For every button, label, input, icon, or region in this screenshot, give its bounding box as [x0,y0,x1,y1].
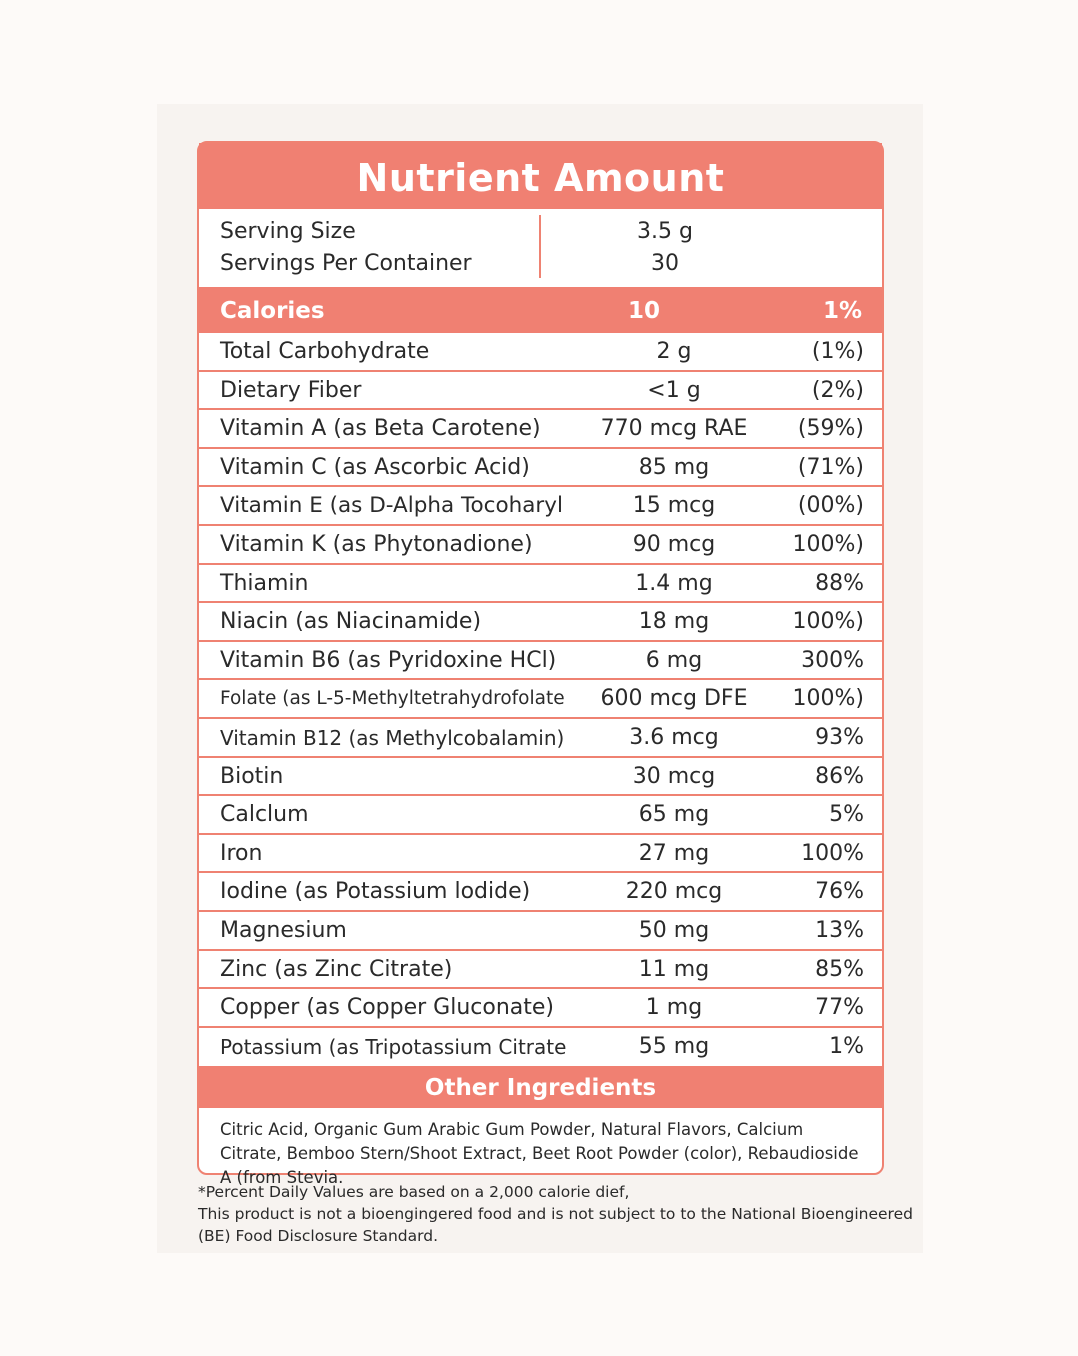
nutrient-amount: 770 mcg RAE [600,416,748,442]
nutrient-row [199,873,882,912]
nutrient-daily-value: 100%) [792,609,864,635]
nutrient-name: Iodine (as Potassium lodide) [220,879,531,905]
nutrient-daily-value: 100% [801,840,864,866]
nutrient-name: Thiamin [220,570,309,596]
nutrient-amount: 600 mcg DFE [600,686,748,712]
nutrient-row [199,565,882,604]
nutrient-amount: 3.6 mcg [629,724,719,750]
footnote-daily-values: *Percent Daily Values are based on a 2,000 calorie dief, [198,1183,630,1201]
other-ingredients-text: Citric Acid, Organic Gum Arabic Gum Powder, Natural Flavors, Calcium Citrate, Bemboo Stern/Shoot Extract, Beet Root Powder (color), Rebaudioside A (from Stevia. [220,1120,859,1188]
nutrient-name: Vitamin B12 (as Methylcobalamin) [220,725,565,750]
calories-row [199,287,882,333]
nutrient-row [199,989,882,1028]
nutrient-name: Zinc (as Zinc Citrate) [220,956,453,982]
calories-amount: 10 [627,298,660,324]
nutrient-name: Vitamin E (as D-Alpha Tocoharyl [220,493,563,519]
nutrient-name: Magnesium [220,917,347,943]
nutrient-amount: 1.4 mg [635,570,713,596]
servings-per-container-value: 30 [651,251,679,276]
nutrient-daily-value: 85% [815,956,864,982]
nutrient-amount: 18 mg [638,609,710,635]
nutrient-table [199,333,882,1066]
nutrient-row [199,835,882,874]
nutrient-amount: 50 mg [638,917,710,943]
nutrient-amount: 15 mcg [632,493,716,519]
serving-size-label: Serving Size [220,219,356,244]
nutrient-daily-value: (2%) [811,377,864,403]
nutrient-name: Iron [220,840,263,866]
nutrient-daily-value: (71%) [797,454,864,480]
nutrient-name: Vitamin C (as Ascorbic Acid) [220,454,530,480]
nutrient-daily-value: 77% [815,995,864,1021]
nutrient-daily-value: (00%) [797,493,864,519]
serving-size-value: 3.5 g [637,219,693,244]
nutrient-row [199,680,882,719]
nutrient-name: Potassium (as Tripotassium Citrate [220,1034,567,1059]
nutrient-row [199,758,882,797]
calories-label: Calories [220,298,325,324]
nutrient-name: Dietary Fiber [220,377,362,403]
nutrition-label [197,141,884,1188]
nutrient-daily-value: 86% [815,763,864,789]
nutrient-row [199,410,882,449]
footnote-bioengineered: This product is not a bioengingered food and is not subject to to the National Bioengineered (BE) Food Disclosure Standard. [198,1205,913,1245]
nutrient-daily-value: 93% [815,724,864,750]
nutrient-amount: 6 mg [645,647,703,673]
serving-info [199,209,882,287]
nutrient-amount: 1 mg [645,995,703,1021]
nutrient-row [199,526,882,565]
nutrient-row [199,951,882,990]
nutrient-name: Vitamin B6 (as Pyridoxine HCl) [220,647,557,673]
nutrient-name: Calclum [220,802,309,828]
nutrient-amount: <1 g [647,377,701,403]
footnote [198,1181,918,1247]
nutrient-row [199,719,882,758]
nutrient-daily-value: 100%) [792,686,864,712]
nutrient-name: Biotin [220,763,284,789]
nutrient-row [199,333,882,372]
nutrient-amount: 55 mg [638,1033,710,1059]
nutrient-row [199,796,882,835]
nutrient-name: Vitamin K (as Phytonadione) [220,531,533,557]
nutrient-amount: 85 mg [638,454,710,480]
nutrient-amount: 27 mg [638,840,710,866]
nutrient-row [199,642,882,681]
nutrient-daily-value: 100%) [792,531,864,557]
nutrient-daily-value: 13% [815,917,864,943]
nutrient-name: Copper (as Copper Gluconate) [220,995,554,1021]
nutrient-row [199,372,882,411]
label-title: Nutrient Amount [199,143,882,209]
nutrient-name: Vitamin A (as Beta Carotene) [220,416,541,442]
nutrient-row [199,603,882,642]
calories-dv: 1% [822,298,862,324]
other-ingredients-title: Other Ingredients [199,1066,882,1108]
nutrient-amount: 2 g [656,339,692,364]
nutrient-amount: 30 mcg [632,763,716,789]
nutrient-row [199,912,882,951]
nutrient-row [199,487,882,526]
nutrient-amount: 220 mcg [625,879,723,905]
servings-per-container-row [220,248,860,280]
nutrient-amount: 90 mcg [632,531,716,557]
nutrient-amount: 11 mg [638,956,710,982]
nutrient-name: Total Carbohydrate [220,339,430,364]
nutrient-daily-value: 88% [815,570,864,596]
nutrient-daily-value: 5% [829,802,864,828]
nutrient-daily-value: 76% [815,879,864,905]
servings-per-container-label: Servings Per Container [220,251,472,276]
serving-size-row [220,216,860,248]
nutrient-row [199,1028,882,1067]
nutrient-row [199,449,882,488]
nutrient-daily-value: 1% [829,1033,864,1059]
nutrient-name: Niacin (as Niacinamide) [220,609,482,635]
nutrient-daily-value: 300% [801,647,864,673]
nutrient-daily-value: (59%) [797,416,864,442]
nutrient-daily-value: (1%) [811,339,864,364]
nutrient-amount: 65 mg [638,802,710,828]
nutrient-name: Folate (as L-5-Methyltetrahydrofolate [220,688,565,710]
